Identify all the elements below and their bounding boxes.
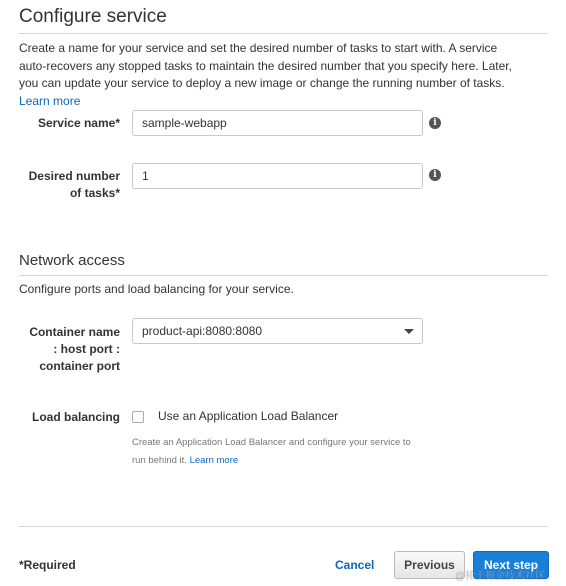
service-name-input[interactable] [132,110,423,136]
checkbox-label[interactable]: Use an Application Load Balancer [158,409,339,423]
section-divider [19,275,548,276]
learn-more-link[interactable]: Learn more [19,93,81,108]
info-icon[interactable]: i [429,117,441,129]
load-balancer-help [132,434,432,470]
load-balancing-label: Load balancing [31,410,120,424]
desired-tasks-label-line1: Desired number [28,169,120,183]
required-note: *Required [19,558,76,572]
configure-service-title: Configure service [19,6,167,27]
section-divider [19,33,548,34]
description-text: Create a name for your service and set the desired number of tasks to start with. A service auto-recovers any stopped tasks to maintain the desired number that you specify here. Later, you can update your service to deploy a new image or change the running number of tasks. [19,41,512,90]
desired-tasks-input[interactable] [132,163,423,189]
chevron-down-icon [404,329,414,334]
watermark: @稀土掘金技术社区 [455,571,546,582]
previous-button[interactable]: Previous [394,551,465,579]
container-selected-value: product-api:8080:8080 [142,324,263,338]
application-load-balancer-checkbox[interactable] [132,411,144,423]
container-port-select[interactable] [132,318,423,344]
service-name-label: Service name* [37,116,120,130]
cancel-link[interactable]: Cancel [335,558,375,572]
help-line2: run behind it. [132,455,187,466]
network-access-title: Network access [19,252,125,269]
footer-divider [19,526,548,527]
container-label-line2: : host port : [53,342,120,356]
next-step-button[interactable]: Next step [473,551,549,579]
network-access-description: Configure ports and load balancing for your service. [19,282,294,296]
configure-service-description [19,40,519,110]
desired-tasks-label-line2: of tasks* [69,186,120,200]
container-label-line3: container port [39,359,120,373]
info-icon[interactable]: i [429,169,441,181]
learn-more-link[interactable]: Learn more [189,455,239,466]
container-port-label [20,324,120,375]
desired-tasks-label [20,168,120,202]
help-line1: Create an Application Load Balancer and configure your service to [132,437,411,448]
container-label-line1: Container name [29,325,120,339]
